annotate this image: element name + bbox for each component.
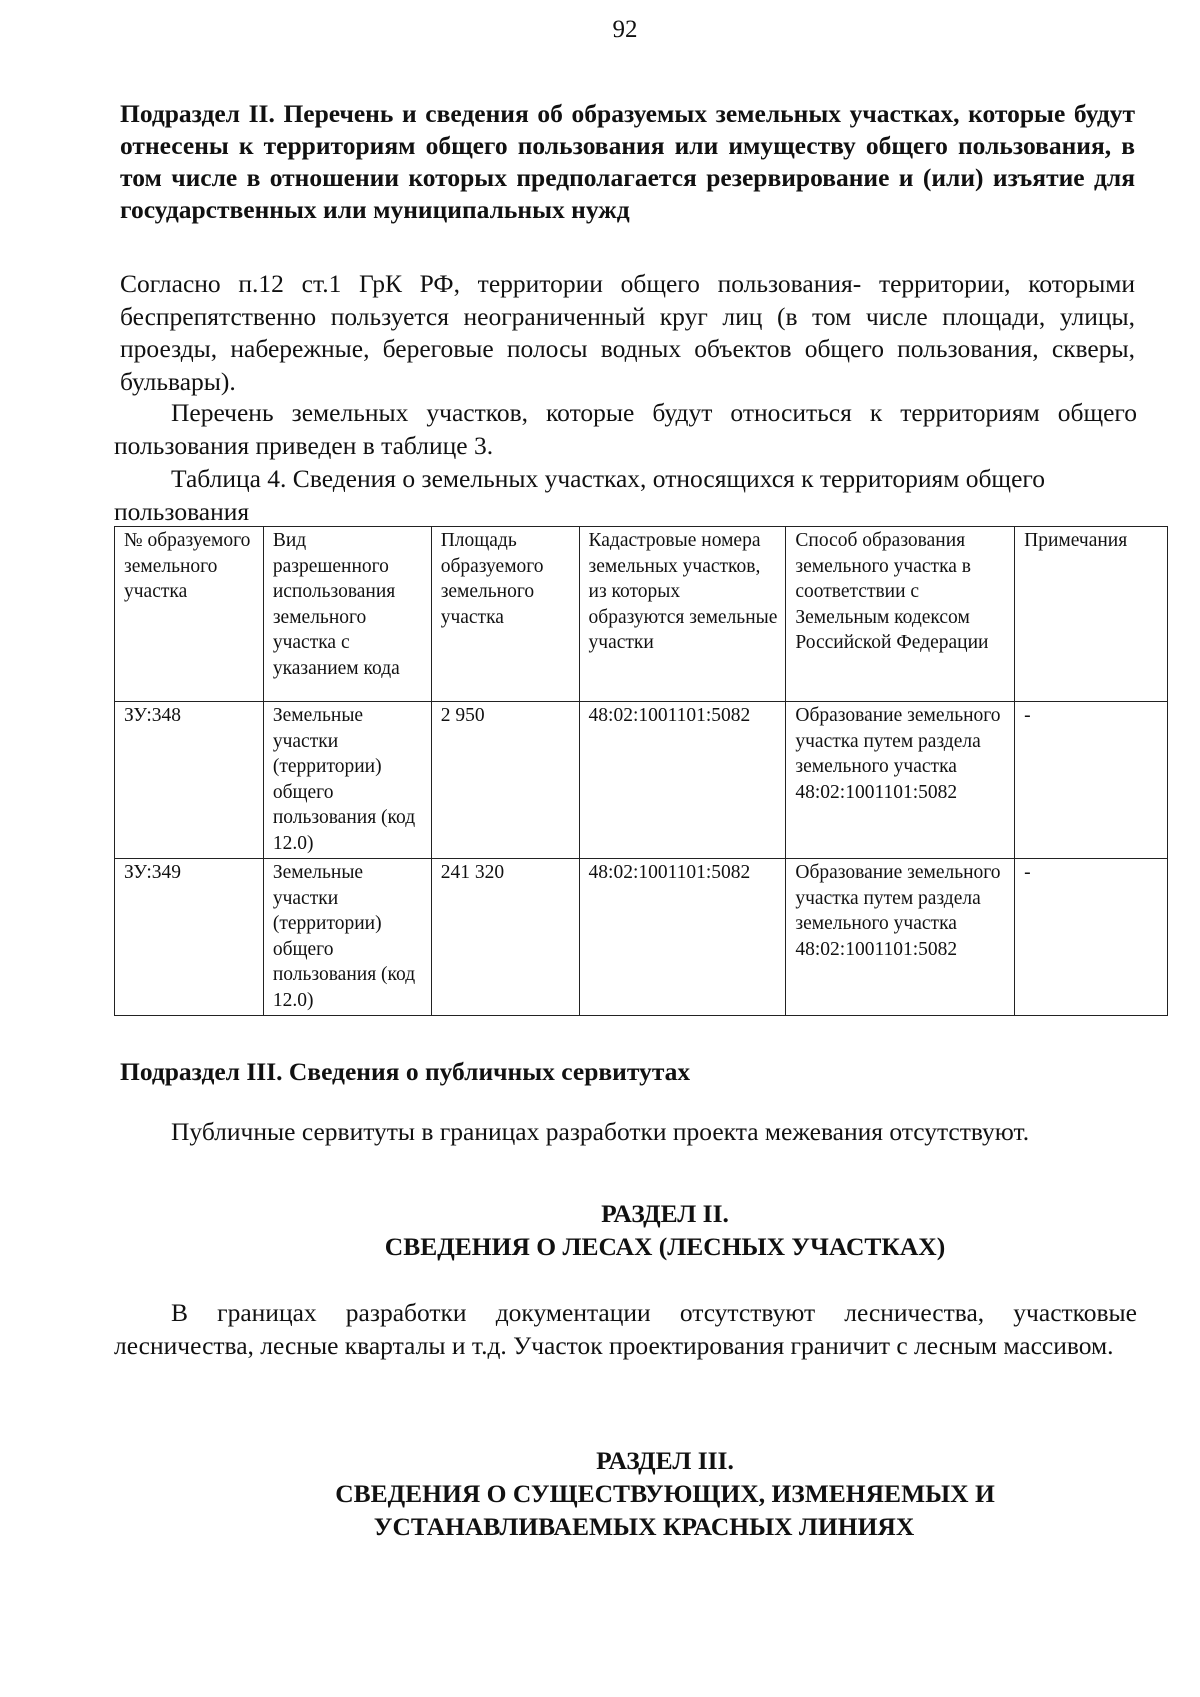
header-notes: Примечания (1015, 527, 1168, 702)
paragraph-list-reference: Перечень земельных участков, которые будут относиться к территориям общего пользования приведен в таблице 3. (114, 398, 1137, 460)
cell-area: 241 320 (431, 859, 579, 1016)
section-2-title-line-1: РАЗДЕЛ II. (601, 1199, 729, 1228)
cell-cadastral-number: 48:02:1001101:5082 (579, 859, 786, 1016)
table-caption: Таблица 4. Сведения о земельных участках, относящихся к территориям общего пользования (114, 464, 1045, 526)
table-row (115, 859, 1168, 1016)
section-3-title-line-2: СВЕДЕНИЯ О СУЩЕСТВУЮЩИХ, ИЗМЕНЯЕМЫХ И (335, 1479, 995, 1508)
page-number: 92 (612, 16, 638, 43)
cell-notes: - (1015, 859, 1168, 1016)
cell-formation-method: Образование земельного участка путем раздела земельного участка 48:02:1001101:5082 (786, 859, 1015, 1016)
table-header-row (115, 527, 1168, 702)
header-cadastral-numbers: Кадастровые номера земельных участков, из которых образуются земельные участки (579, 527, 786, 702)
section-3-title (0, 1444, 1200, 1543)
section-2-title (0, 1197, 1200, 1263)
cell-formation-method: Образование земельного участка путем раздела земельного участка 48:02:1001101:5082 (786, 702, 1015, 859)
cell-plot-number: ЗУ:349 (115, 859, 264, 1016)
section-3-title-line-1: РАЗДЕЛ III. (596, 1446, 734, 1475)
subsection-3-heading: Подраздел III. Сведения о публичных сервитутах (120, 1057, 691, 1086)
table-row (115, 702, 1168, 859)
header-permitted-use: Вид разрешенного использования земельного участка с указанием кода (263, 527, 431, 702)
paragraph-public-easements: Публичные сервитуты в границах разработки проекта межевания отсутствуют. (171, 1117, 1030, 1146)
section-2-title-line-2: СВЕДЕНИЯ О ЛЕСАХ (ЛЕСНЫХ УЧАСТКАХ) (384, 1232, 946, 1261)
subsection-2-heading: Подраздел II. Перечень и сведения об образуемых земельных участках, которые будут отнесены к территориям общего пользования или имуществу общего пользования, в том числе в отношении которых предполагается резервирование и (или) изъятие для государственных или муниципальных нужд (120, 99, 1135, 224)
cell-area: 2 950 (431, 702, 579, 859)
section-3-title-line-3: УСТАНАВЛИВАЕМЫХ КРАСНЫХ ЛИНИЯХ (373, 1512, 915, 1541)
cell-notes: - (1015, 702, 1168, 859)
paragraph-forests: В границах разработки документации отсутствуют лесничества, участковые лесничества, лесные кварталы и т.д. Участок проектирования граничит с лесным массивом. (114, 1298, 1137, 1360)
cell-cadastral-number: 48:02:1001101:5082 (579, 702, 786, 859)
cell-plot-number: ЗУ:348 (115, 702, 264, 859)
cell-permitted-use: Земельные участки (территории) общего пользования (код 12.0) (263, 702, 431, 859)
land-plots-table (114, 526, 1168, 1016)
header-area: Площадь образуемого земельного участка (431, 527, 579, 702)
cell-permitted-use: Земельные участки (территории) общего пользования (код 12.0) (263, 859, 431, 1016)
paragraph-public-territories-definition: Согласно п.12 ст.1 ГрК РФ, территории общего пользования- территории, которыми беспрепятственно пользуется неограниченный круг лиц (в том числе площади, улицы, проезды, набережные, береговые полосы водных объектов общего пользования, скверы, бульвары). (120, 269, 1135, 396)
header-plot-number: № образуемого земельного участка (115, 527, 264, 702)
header-formation-method: Способ образования земельного участка в соответствии с Земельным кодексом Российской Федерации (786, 527, 1015, 702)
